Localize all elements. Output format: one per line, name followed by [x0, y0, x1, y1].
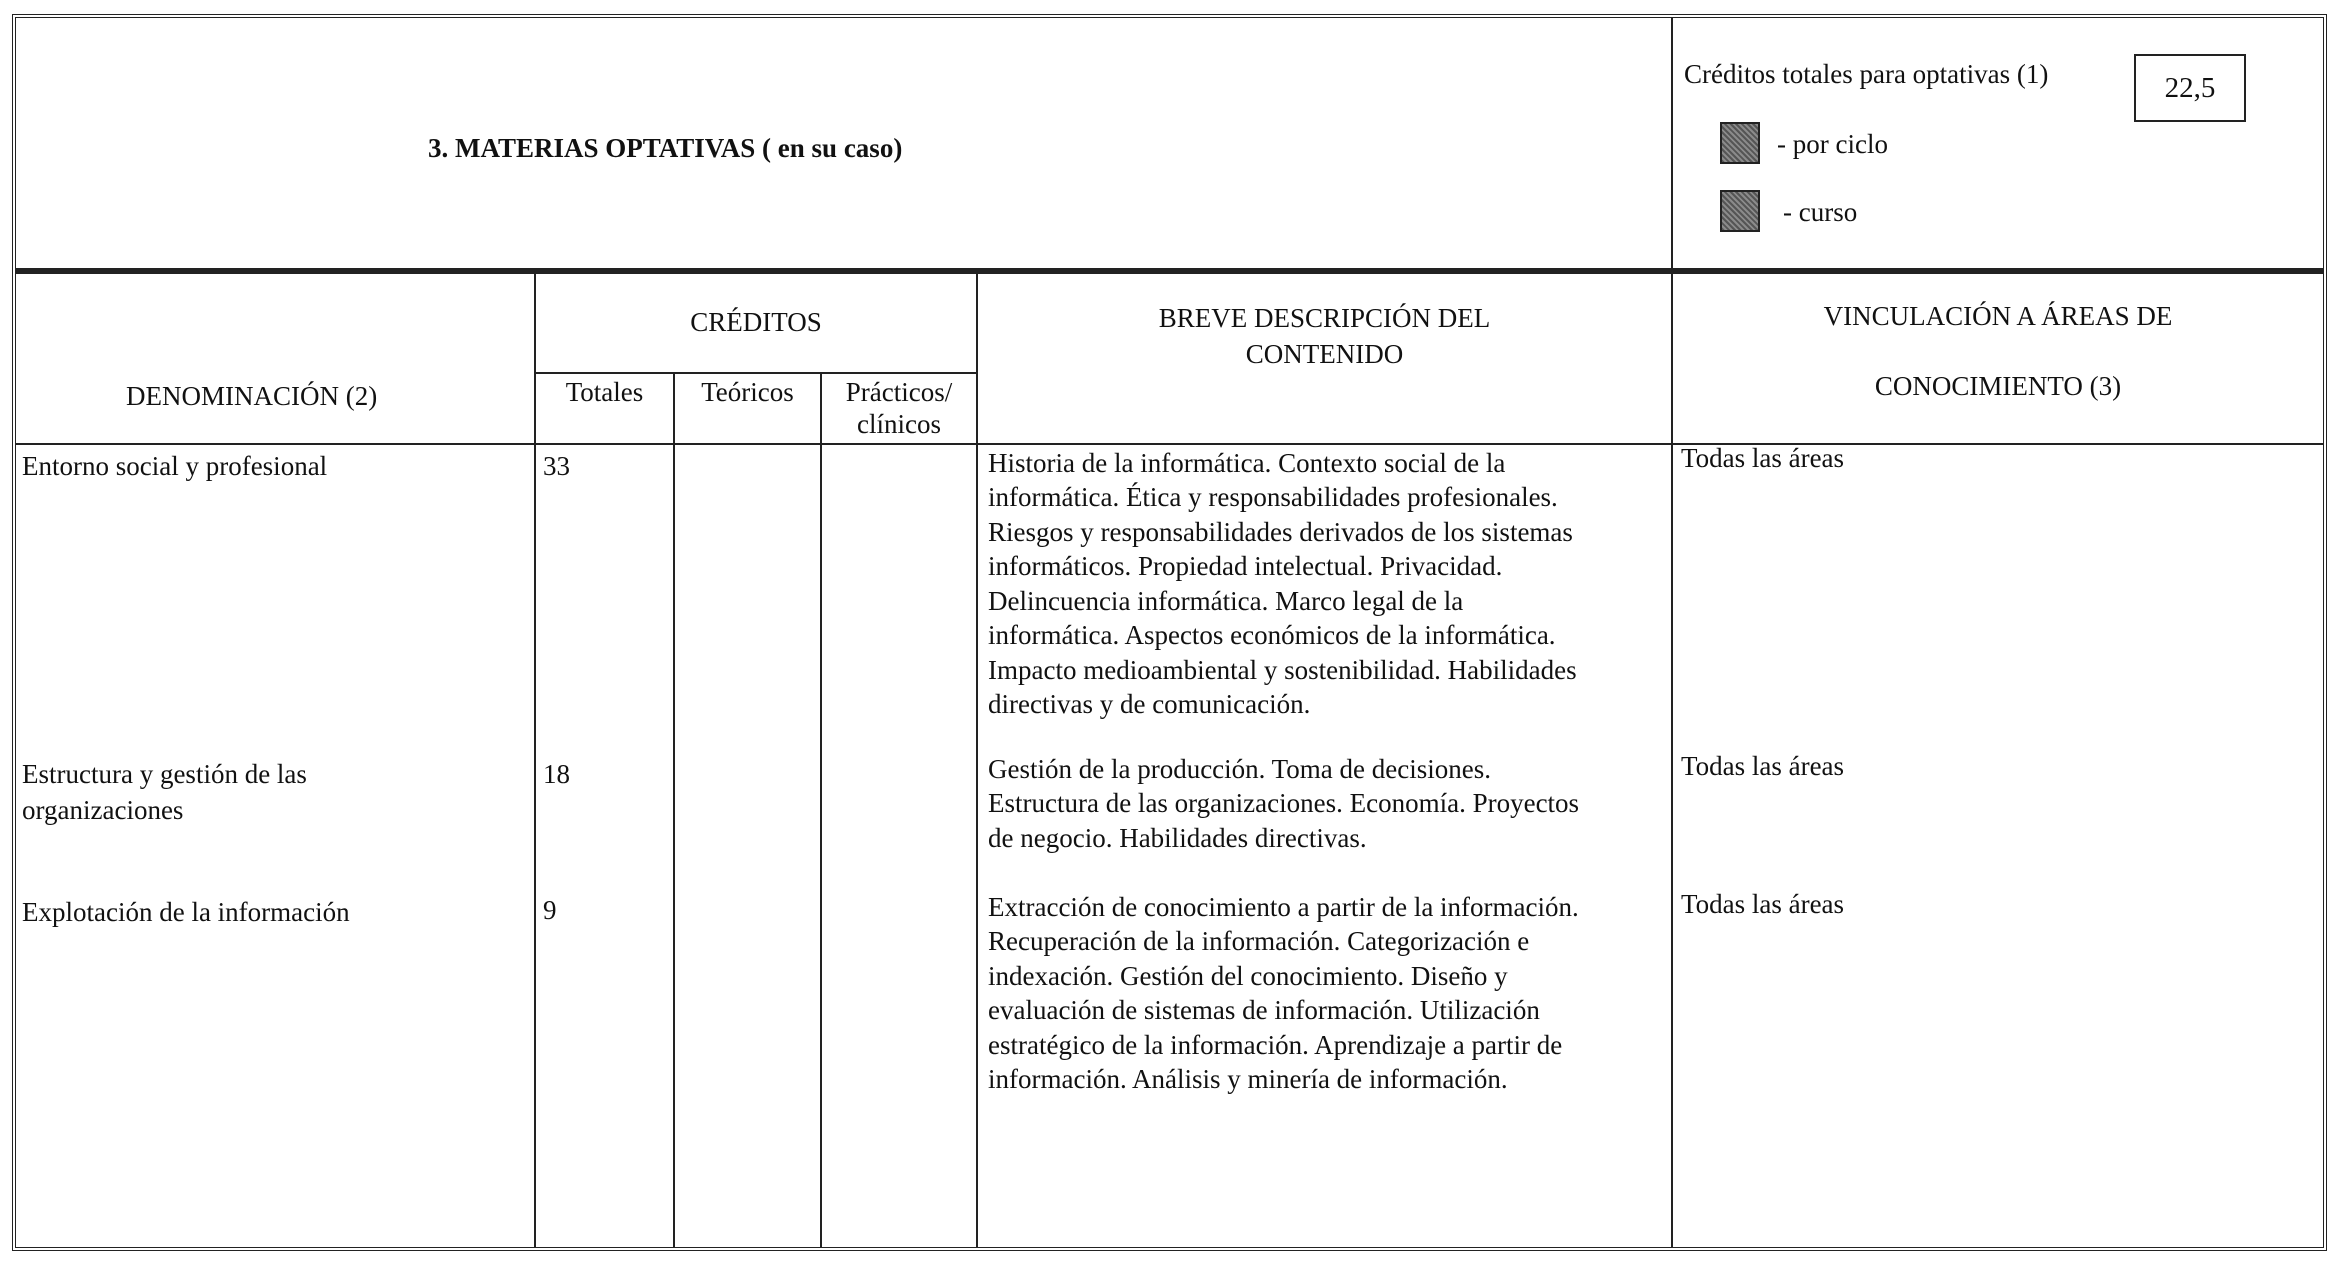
row-3-description-line-3: indexación. Gestión del conocimiento. Diseño y	[988, 961, 1508, 991]
header-vertical-divider	[1671, 18, 1673, 268]
column-header-teoricos: Teóricos	[701, 377, 794, 407]
row-3-description-line-6: información. Análisis y minería de información.	[988, 1064, 1508, 1094]
row-1-areas: Todas las áreas	[1681, 443, 1845, 473]
row-2-denominacion-line-2: organizaciones	[22, 795, 184, 825]
credits-total-label: Créditos totales para optativas (1)	[1684, 59, 2049, 89]
row-2-denominacion-line-1: Estructura y gestión de las	[22, 759, 307, 789]
column-header-practicos-line1: Prácticos/	[845, 377, 953, 407]
row-2-areas: Todas las áreas	[1681, 751, 1845, 781]
col-divider-creditos	[976, 272, 978, 1247]
column-header-denominacion: DENOMINACIÓN (2)	[126, 381, 378, 411]
header-divider	[16, 268, 2323, 274]
row-1-description-line-6: informática. Aspectos económicos de la informática.	[988, 620, 1556, 650]
row-3-description-line-5: estratégico de la información. Aprendizaje a partir de	[988, 1030, 1563, 1060]
row-1-description-line-7: Impacto medioambiental y sostenibilidad. Habilidades	[988, 655, 1577, 685]
hatched-square-icon	[1720, 122, 1760, 164]
row-1-description-line-3: Riesgos y responsabilidades derivados de los sistemas	[988, 517, 1573, 547]
hatched-square-icon	[1720, 190, 1760, 232]
column-header-divider	[16, 443, 2323, 445]
row-1-description-line-8: directivas y de comunicación.	[988, 689, 1311, 719]
row-3-description-line-4: evaluación de sistemas de información. Utilización	[988, 995, 1540, 1025]
row-2-description-line-2: Estructura de las organizaciones. Economía. Proyectos	[988, 788, 1580, 818]
row-3-description-line-2: Recuperación de la información. Categorización e	[988, 926, 1530, 956]
row-1-description-line-2: informática. Ética y responsabilidades profesionales.	[988, 482, 1558, 512]
col-divider-totales	[673, 374, 675, 1247]
row-1-description-line-5: Delincuencia informática. Marco legal de la	[988, 586, 1464, 616]
column-header-practicos-line2: clínicos	[857, 409, 941, 439]
row-2-description-line-1: Gestión de la producción. Toma de decisiones.	[988, 754, 1491, 784]
row-2-description-line-3: de negocio. Habilidades directivas.	[988, 823, 1367, 853]
row-3-totales: 9	[543, 895, 557, 925]
column-header-descripcion-line2: CONTENIDO	[1245, 339, 1404, 369]
column-header-totales: Totales	[565, 377, 644, 407]
row-1-description-line-4: informáticos. Propiedad intelectual. Privacidad.	[988, 551, 1503, 581]
row-1-description-line-1: Historia de la informática. Contexto social de la	[988, 448, 1506, 478]
row-3-areas: Todas las áreas	[1681, 889, 1845, 919]
legend-por-ciclo-label: - por ciclo	[1777, 129, 1888, 159]
row-1-totales: 33	[543, 451, 570, 481]
credits-total-value: 22,5	[2134, 54, 2246, 122]
col-divider-teoricos	[820, 374, 822, 1247]
row-3-description-line-1: Extracción de conocimiento a partir de la información.	[988, 892, 1579, 922]
column-header-vinculacion-line2: CONOCIMIENTO (3)	[1874, 371, 2122, 401]
row-1-denominacion: Entorno social y profesional	[22, 451, 328, 481]
column-header-vinculacion-line1: VINCULACIÓN A ÁREAS DE	[1823, 301, 2173, 331]
optativas-form-table	[12, 14, 2327, 1251]
page-title: 3. MATERIAS OPTATIVAS ( en su caso)	[428, 133, 903, 163]
col-divider-denominacion	[534, 272, 536, 1247]
row-2-totales: 18	[543, 759, 570, 789]
column-header-creditos: CRÉDITOS	[690, 307, 822, 337]
legend-curso-label: - curso	[1783, 197, 1858, 227]
col-divider-descripcion	[1671, 272, 1673, 1247]
row-3-denominacion: Explotación de la información	[22, 897, 350, 927]
column-header-descripcion-line1: BREVE DESCRIPCIÓN DEL	[1158, 303, 1491, 333]
